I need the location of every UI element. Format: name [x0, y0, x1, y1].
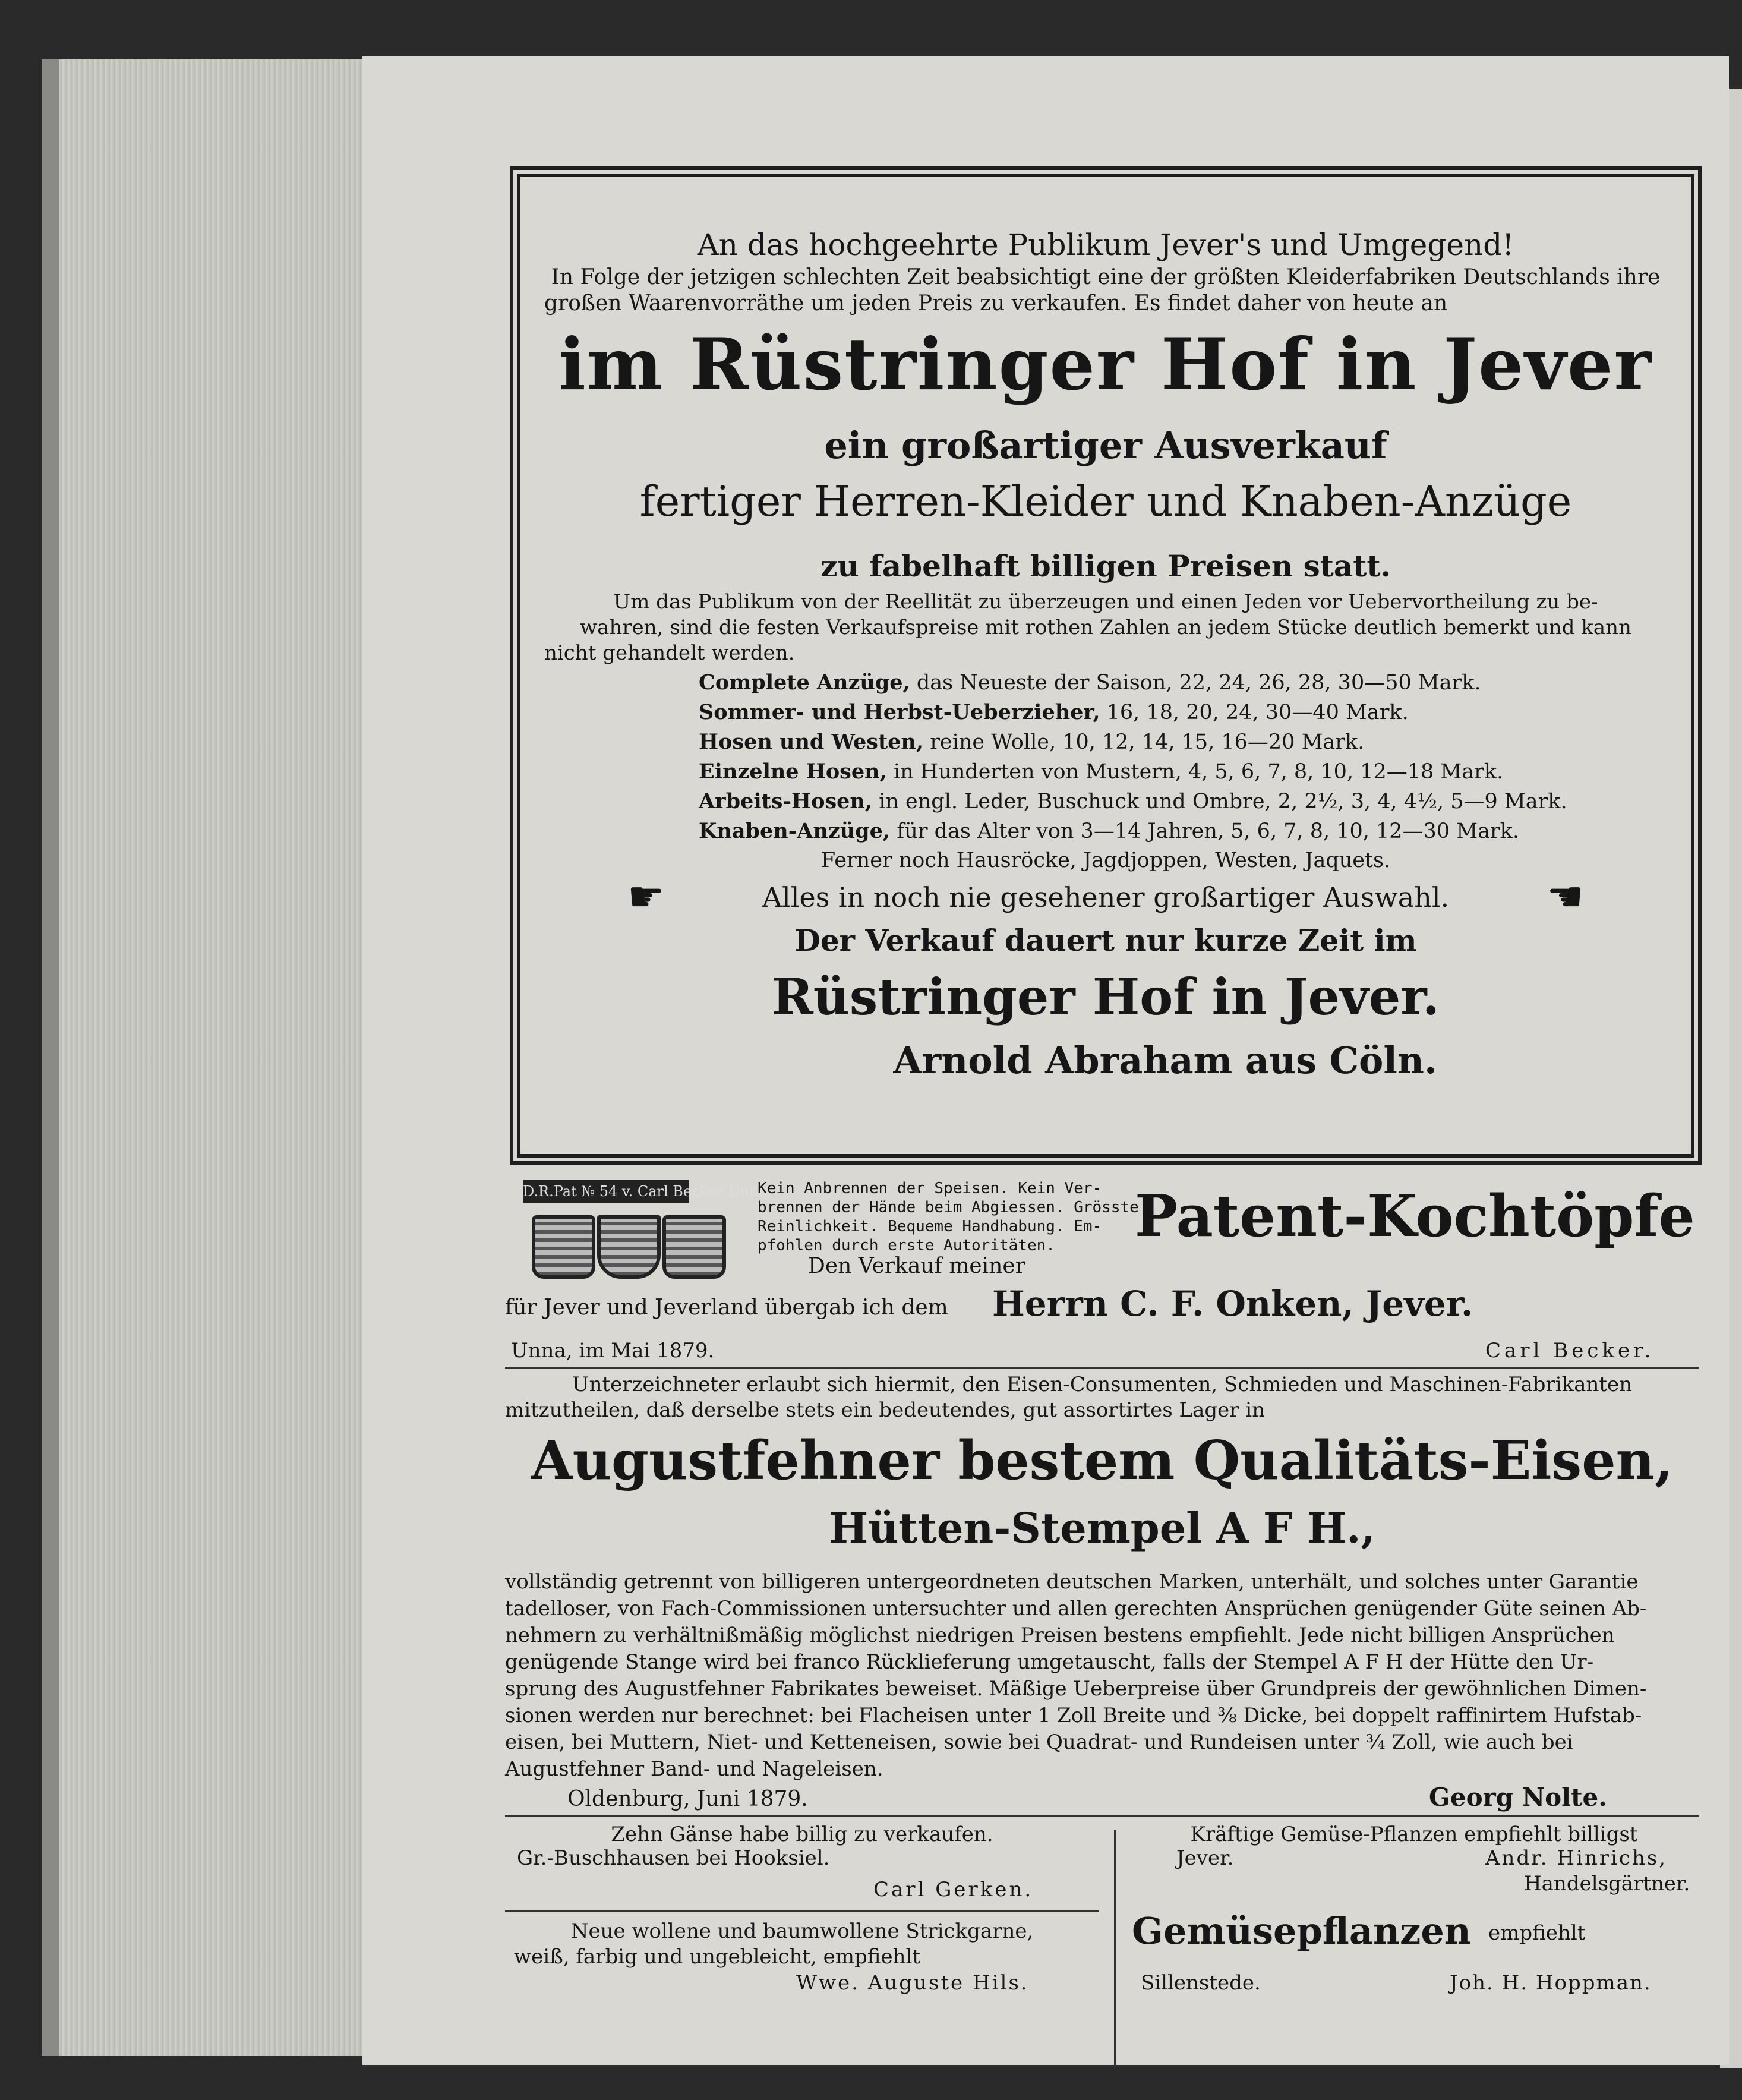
eisen-signature: Georg Nolte.	[1429, 1783, 1607, 1812]
ad-rustringer-content	[538, 195, 1673, 1136]
eisen-place-date: Oldenburg, Juni 1879.	[567, 1787, 808, 1811]
ad-intro-line-2: großen Waarenvorräthe um jeden Preis zu verkaufen. Es findet daher von heute an	[544, 291, 1448, 316]
eisen-title: Augustfehner bestem Qualitäts-Eisen,	[531, 1429, 1674, 1492]
kochtopf-blurb-4: pfohlen durch erste Autoritäten.	[758, 1237, 1055, 1254]
eisen-body-line: sionen werden nur berechnet: bei Flacheisen unter 1 Zoll Breite und ⅜ Dicke, bei doppelt raffinirtem Hufstab-	[505, 1704, 1642, 1727]
ad-subtitle-3: zu fabelhaft billigen Preisen statt.	[820, 548, 1391, 584]
newspaper-page	[362, 56, 1729, 2065]
ad-body-line-2: wahren, sind die festen Verkaufspreise mit rothen Zahlen an jedem Stücke deutlich bemerkt und kann	[580, 616, 1631, 639]
gaense-line-1: Zehn Gänse habe billig zu verkaufen.	[611, 1822, 993, 1846]
patent-label: D.R.Pat № 54 v. Carl Becker Unna.	[523, 1180, 689, 1203]
gemuese-role: Handelsgärtner.	[1524, 1872, 1690, 1896]
kochtopf-blurb-2: brennen der Hände beim Abgiessen. Grösste	[758, 1199, 1139, 1216]
ad-rustringer-hof	[510, 166, 1702, 1165]
price-row: Knaben-Anzüge, für das Alter von 3—14 Jahren, 5, 6, 7, 8, 10, 12—30 Mark.	[699, 819, 1519, 843]
strick-line-1: Neue wollene und baumwollene Strickgarne,	[570, 1919, 1034, 1943]
eisen-intro-2: mitzutheilen, daß derselbe stets ein bedeutendes, gut assortirtes Lager in	[505, 1398, 1266, 1422]
ad-body-line-3: nicht gehandelt werden.	[544, 641, 795, 665]
kochtopf-place-date: Unna, im Mai 1879.	[511, 1339, 715, 1363]
price-row: Complete Anzüge, das Neueste der Saison, 22, 24, 26, 28, 30—50 Mark.	[699, 670, 1481, 695]
eisen-stamp: Hütten-Stempel A F H.,	[829, 1503, 1375, 1553]
gaense-signature: Carl Gerken.	[873, 1878, 1034, 1902]
eisen-body-line: nehmern zu verhältnißmäßig möglichst niedrigen Preisen bestens empfiehlt. Jede nicht billigen Ansprüchen	[505, 1623, 1615, 1647]
strick-signature: Wwe. Auguste Hils.	[796, 1971, 1029, 1995]
ad-heading: An das hochgeehrte Publikum Jever's und Umgegend!	[697, 228, 1514, 262]
ad-title: im Rüstringer Hof in Jever	[558, 323, 1653, 406]
eisen-body-line: eisen, bei Muttern, Niet- und Ketteneisen, sowie bei Quadrat- und Rundeisen unter ¾ Zoll, wie auch bei	[505, 1730, 1573, 1754]
price-row: Einzelne Hosen, in Hunderten von Mustern, 4, 5, 6, 7, 8, 10, 12—18 Mark.	[699, 759, 1504, 784]
kochtopf-blurb-3: Reinlichkeit. Bequeme Handhabung. Em-	[758, 1218, 1102, 1235]
column-divider	[1114, 1830, 1116, 2068]
eisen-body-line: Augustfehner Band- und Nageleisen.	[505, 1757, 883, 1781]
gemuesepflanzen-recommends: empfiehlt	[1488, 1921, 1586, 1945]
divider	[505, 1815, 1699, 1817]
divider	[505, 1910, 1099, 1912]
pointing-hand-right-icon: ☛	[627, 872, 665, 921]
gaense-line-2: Gr.-Buschhausen bei Hooksiel.	[517, 1846, 830, 1870]
eisen-body-line: sprung des Augustfehner Fabrikates beweiset. Mäßige Ueberpreise über Grundpreis der gewöhnlichen Dimen-	[505, 1677, 1647, 1701]
ad-duration: Der Verkauf dauert nur kurze Zeit im	[794, 923, 1417, 958]
ad-location: Rüstringer Hof in Jever.	[771, 967, 1440, 1026]
price-row: Arbeits-Hosen, in engl. Leder, Buschuck und Ombre, 2, 2½, 3, 4, 4½, 5—9 Mark.	[699, 789, 1567, 813]
ad-subtitle-1: ein großartiger Ausverkauf	[824, 424, 1387, 467]
kochtopf-transfer: für Jever und Jeverland übergab ich dem	[505, 1295, 948, 1320]
gemuesepflanzen-signature: Joh. H. Hoppman.	[1450, 1971, 1652, 1995]
ad-subtitle-2: fertiger Herren-Kleider und Knaben-Anzüge	[639, 477, 1572, 526]
ad-seller: Arnold Abraham aus Cöln.	[893, 1039, 1437, 1082]
ad-intro-line-1: In Folge der jetzigen schlechten Zeit beabsichtigt eine der größten Kleiderfabriken Deutschlands ihre	[551, 265, 1661, 289]
price-row: Hosen und Westen, reine Wolle, 10, 12, 14, 15, 16—20 Mark.	[699, 730, 1365, 754]
gemuesepflanzen-title: Gemüsepflanzen	[1132, 1909, 1471, 1953]
cooking-pot-icon	[532, 1215, 595, 1279]
kochtopf-title: Patent-Kochtöpfe	[1135, 1183, 1695, 1250]
strainer-pot-icon	[597, 1215, 661, 1279]
kochtopf-agent: Herrn C. F. Onken, Jever.	[992, 1284, 1473, 1324]
eisen-intro-1: Unterzeichneter erlaubt sich hiermit, den Eisen-Consumenten, Schmieden und Maschinen-Fabrikanten	[572, 1373, 1633, 1396]
kochtopf-blurb-1: Kein Anbrennen der Speisen. Kein Ver-	[758, 1180, 1102, 1197]
gemuese-place: Jever.	[1176, 1846, 1234, 1870]
eisen-body-line: tadelloser, von Fach-Commissionen untersuchter und allen gerechten Ansprüchen genügender Güte seinen Ab-	[505, 1597, 1647, 1620]
strick-line-2: weiß, farbig und ungebleicht, empfiehlt	[514, 1945, 921, 1969]
pointing-hand-left-icon: ☚	[1547, 872, 1584, 921]
ad-selection: Alles in noch nie gesehener großartiger Auswahl.	[762, 881, 1450, 913]
gemuesepflanzen-place: Sillenstede.	[1141, 1971, 1261, 1995]
eisen-body	[505, 1569, 1699, 1783]
ad-body-line-1: Um das Publikum von der Reellität zu überzeugen und einen Jeden vor Uebervortheilung zu be-	[613, 590, 1598, 614]
divider	[505, 1367, 1699, 1369]
gemuese-name: Andr. Hinrichs,	[1485, 1846, 1668, 1870]
eisen-body-line: genügende Stange wird bei franco Rücklieferung umgetauscht, falls der Stempel A F H der Hütte den Ur-	[505, 1650, 1594, 1674]
cooking-pot-icon	[662, 1215, 726, 1279]
gemuese-line-1: Kräftige Gemüse-Pflanzen empfiehlt billigst	[1190, 1822, 1638, 1846]
kochtopf-sale-of: Den Verkauf meiner	[808, 1254, 1025, 1278]
book-page-edges	[42, 59, 392, 2056]
ad-extra: Ferner noch Hausröcke, Jagdjoppen, Westen, Jaquets.	[820, 849, 1391, 872]
eisen-body-line: vollständig getrennt von billigeren untergeordneten deutschen Marken, unterhält, und solches unter Garantie	[505, 1570, 1639, 1594]
price-row: Sommer- und Herbst-Ueberzieher, 16, 18, 20, 24, 30—40 Mark.	[699, 700, 1409, 724]
kochtopf-signature: Carl Becker.	[1485, 1339, 1655, 1363]
